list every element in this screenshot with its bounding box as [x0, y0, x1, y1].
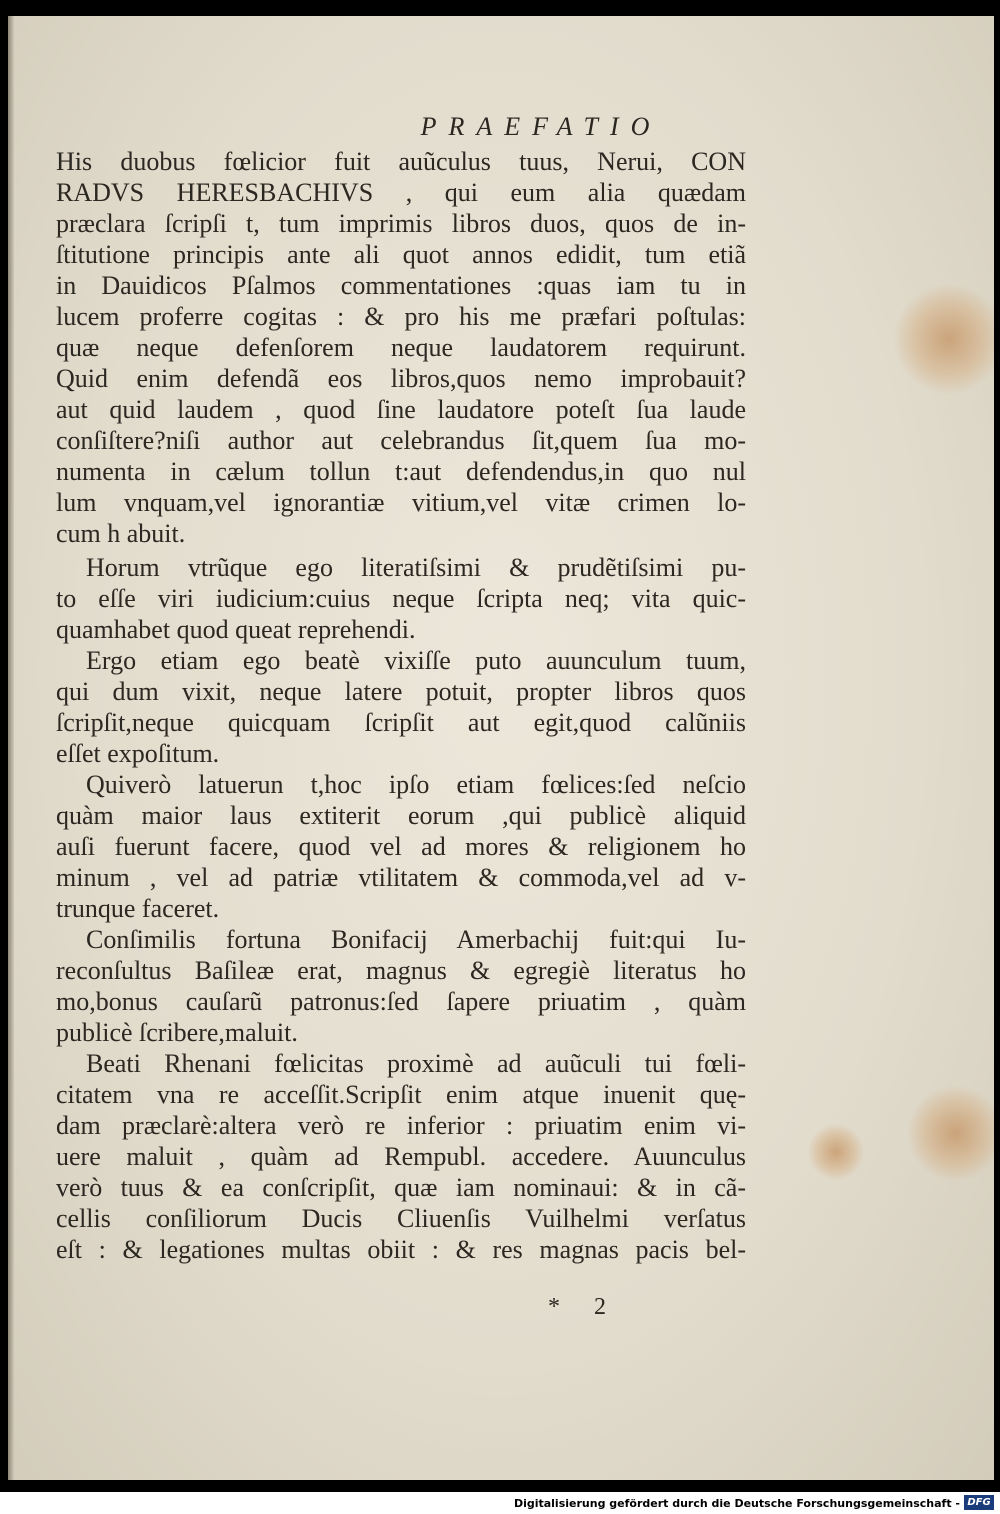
text-line: verò tuus & ea conſcripſit, quæ iam nominaui: & in cã- [56, 1173, 746, 1202]
text-line: aut quid laudem , quod ſine laudatore poteſt ſua laude [56, 395, 746, 424]
signature-mark: * 2 [548, 1294, 620, 1320]
foxing-stain [908, 1086, 994, 1181]
page-edge [8, 16, 14, 1480]
text-line: RADVS HERESBACHIVS , qui eum alia quædam [56, 178, 746, 207]
text-line: auſi fuerunt facere, quod vel ad mores & religionem ho [56, 832, 746, 861]
text-line: in Dauidicos Pſalmos commentationes :quas iam tu in [56, 271, 746, 300]
text-line: Horum vtrũque ego literatiſsimi & prudẽtiſsimi pu- [86, 553, 746, 582]
text-line: mo,bonus cauſarũ patronus:ſed ſapere priuatim , quàm [56, 987, 746, 1016]
text-line: quæ neque defenſorem neque laudatorem requirunt. [56, 333, 746, 362]
text-line: Conſimilis fortuna Bonifacij Amerbachij fuit:qui Iu- [86, 925, 746, 954]
running-head: PRAEFATIO [420, 112, 662, 141]
foxing-stain [808, 1124, 864, 1180]
text-line: reconſultus Baſileæ erat, magnus & egregiè literatus ho [56, 956, 746, 985]
text-block [56, 146, 746, 1265]
text-line: præclara ſcripſi t, tum imprimis libros duos, quos de in- [56, 209, 746, 238]
text-line: His duobus fœlicior fuit auũculus tuus, Nerui, CON [56, 147, 746, 176]
text-line: minum , vel ad patriæ vtilitatem & commoda,vel ad v- [56, 863, 746, 892]
text-line: dam præclarè:altera verò re inferior : priuatim enim vi- [56, 1111, 746, 1140]
text-line: ſtitutione principis ante ali quot annos edidit, tum etiã [56, 240, 746, 269]
text-line: quamhabet quod queat reprehendi. [56, 615, 416, 644]
text-line: Quiverò latuerun t,hoc ipſo etiam fœlices:ſed neſcio [86, 770, 746, 799]
text-line: Quid enim defendã eos libros,quos nemo improbauit? [56, 364, 746, 393]
foxing-stain [894, 284, 994, 394]
text-line: ſcripſit,neque quicquam ſcripſit aut egit,quod calũniis [56, 708, 746, 737]
text-line: to eſſe viri iudicium:cuius neque ſcripta neq; vita quic- [56, 584, 746, 613]
text-line: lucem proferre cogitas : & pro his me præfari poſtulas: [56, 302, 746, 331]
text-line: publicè ſcribere,maluit. [56, 1018, 298, 1047]
dfg-logo: DFG [964, 1495, 994, 1510]
book-page [8, 16, 994, 1480]
text-line: Beati Rhenani fœlicitas proximè ad auũculi tui fœli- [86, 1049, 746, 1078]
text-line: Ergo etiam ego beatè vixiſſe puto auunculum tuum, [86, 646, 746, 675]
text-line: eſſet expoſitum. [56, 739, 220, 768]
digitization-footer [0, 1492, 1000, 1514]
text-line: conſiſtere?niſi author aut celebrandus ſit,quem ſua mo- [56, 426, 746, 455]
funding-credit: Digitalisierung gefördert durch die Deutsche Forschungsgemeinschaft - [513, 1497, 960, 1510]
text-line: trunque faceret. [56, 894, 220, 923]
text-line: citatem vna re acceſſit.Scripſit enim atque inuenit quę- [56, 1080, 746, 1109]
text-line: eſt : & legationes multas obiit : & res magnas pacis bel- [56, 1235, 746, 1264]
text-line: cellis conſiliorum Ducis Cliuenſis Vuilhelmi verſatus [56, 1204, 746, 1233]
text-line: qui dum vixit, neque latere potuit, propter libros quos [56, 677, 746, 706]
text-line: lum vnquam,vel ignorantiæ vitium,vel vitæ crimen lo- [56, 488, 746, 517]
text-line: quàm maior laus extiterit eorum ,qui publicè aliquid [56, 801, 746, 830]
text-line: numenta in cælum tollun t:aut defendendus,in quo nul [56, 457, 746, 486]
text-line: uere maluit , quàm ad Rempubl. accedere. Auunculus [56, 1142, 746, 1171]
text-line: cum h abuit. [56, 519, 186, 548]
